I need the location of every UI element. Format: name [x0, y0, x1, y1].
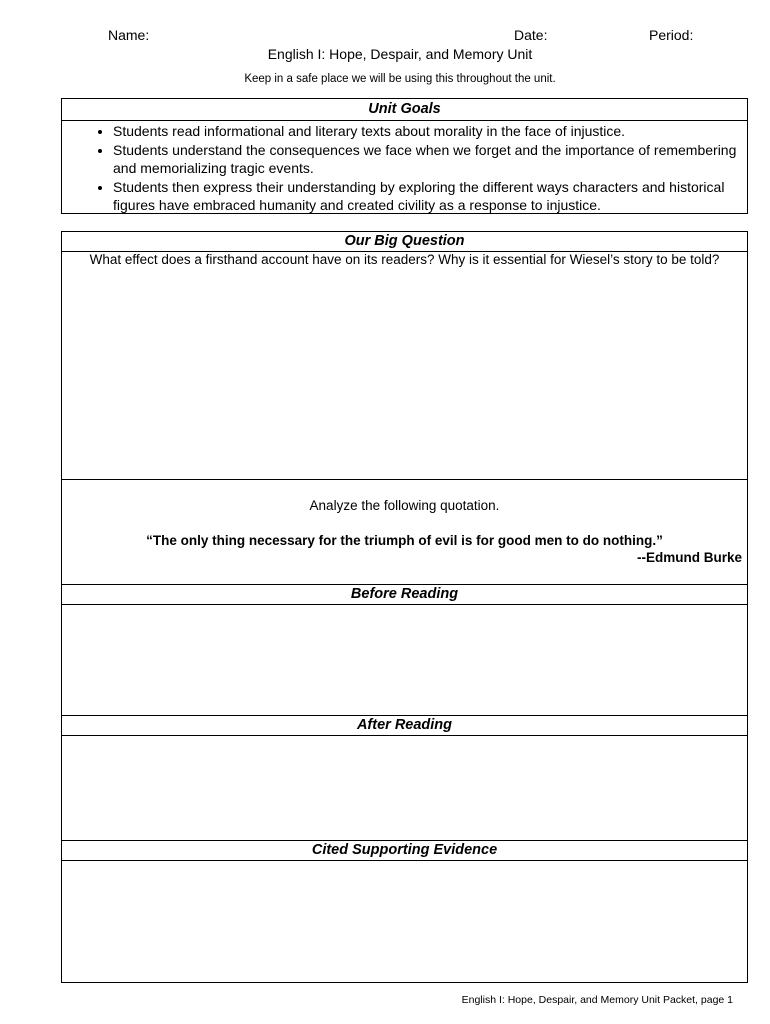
- big-question-title: Our Big Question: [62, 232, 747, 252]
- goal-item: • Students understand the consequences we face when we forget and the importance of remembering and memorializing tragic events.: [113, 141, 747, 178]
- before-reading-section: [62, 584, 747, 605]
- cited-evidence-section: [62, 840, 747, 861]
- cited-evidence-title: Cited Supporting Evidence: [62, 840, 747, 861]
- period-label: Period:: [649, 27, 694, 43]
- quote-attribution: --Edmund Burke: [636, 550, 742, 565]
- big-question-box: [61, 231, 748, 983]
- quote-text: “The only thing necessary for the triumph of evil is for good men to do nothing.”: [146, 533, 663, 548]
- instruction-text: Keep in a safe place we will be using this throughout the unit.: [244, 73, 556, 85]
- analyze-prompt: Analyze the following quotation.: [309, 498, 500, 513]
- goal-item: • Students then express their understanding by exploring the different ways characters and historical figures have embraced humanity and created civility as a response to injustice.: [113, 178, 747, 215]
- unit-title: English I: Hope, Despair, and Memory Unit: [267, 46, 533, 62]
- unit-goals-title: Unit Goals: [62, 99, 747, 121]
- unit-goals-box: [61, 98, 748, 214]
- unit-goals-list: [62, 121, 747, 215]
- page-footer: English I: Hope, Despair, and Memory Unit Packet, page 1: [461, 994, 733, 1006]
- name-label: Name:: [108, 27, 150, 43]
- after-reading-title: After Reading: [62, 715, 747, 736]
- before-reading-title: Before Reading: [62, 584, 747, 605]
- date-label: Date:: [514, 27, 548, 43]
- big-question-text: What effect does a firsthand account have on its readers? Why is it essential for Wiesel’s story to be told?: [89, 252, 720, 267]
- divider-line: [62, 479, 747, 480]
- goal-item: • Students read informational and literary texts about morality in the face of injustice.: [113, 122, 747, 141]
- after-reading-section: [62, 715, 747, 736]
